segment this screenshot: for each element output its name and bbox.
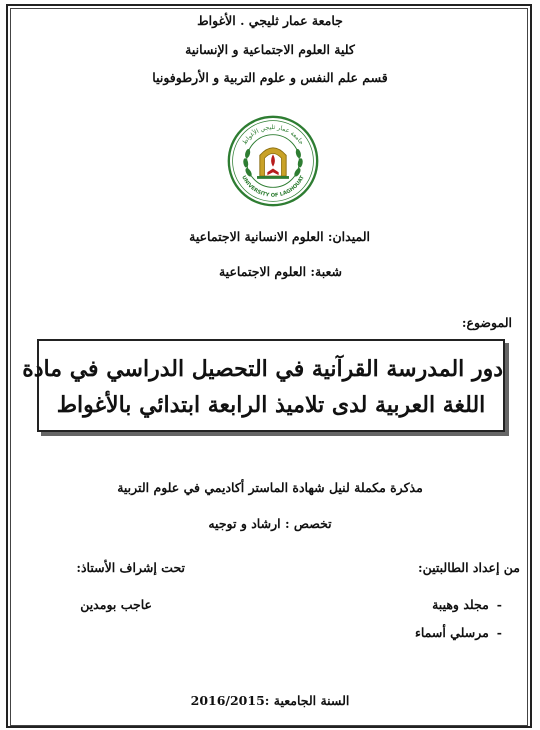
student-2-name: مرسلي أسماء xyxy=(414,625,489,640)
thesis-title-line-2: اللغة العربية لدى تلاميذ الرابعة ابتدائي بالأغواط xyxy=(56,392,486,418)
student-1-name: مجلد وهيبة xyxy=(432,597,489,612)
student-1 xyxy=(432,597,502,613)
department-name: قسم علم النفس و علوم التربية و الأرطوفونيا xyxy=(152,70,388,85)
supervisor-label: تحت إشراف الأستاذ: xyxy=(76,560,185,575)
logo-latin-text: UNIVERSITY OF LAGHOUAT xyxy=(240,174,306,199)
field-domain: الميدان: العلوم الانسانية الاجتماعية xyxy=(189,229,370,244)
field-branch: شعبة: العلوم الاجتماعية xyxy=(218,264,342,279)
student-1-dash: - xyxy=(496,597,502,612)
logo-arabic-text: جامعة عمار ثليجي الأغواط xyxy=(241,124,305,147)
prepared-by-label: من إعداد الطالبتين: xyxy=(417,560,520,575)
memo-description: مذكرة مكملة لنيل شهادة الماستر أكاديمي في علوم التربية xyxy=(117,480,423,495)
student-2-dash: - xyxy=(496,625,502,640)
student-2 xyxy=(415,625,502,641)
university-seal-icon xyxy=(226,114,320,208)
subject-label: الموضوع: xyxy=(461,315,512,330)
faculty-name: كلية العلوم الاجتماعية و الإنسانية xyxy=(185,42,355,57)
university-name: جامعة عمار ثليجي . الأغواط xyxy=(197,13,343,28)
thesis-title-box xyxy=(22,339,505,432)
specialty: تخصص : ارشاد و توجيه xyxy=(208,516,332,531)
academic-year: السنة الجامعية :2016/2015 xyxy=(190,693,350,708)
supervisor-name: عاجب بومدين xyxy=(80,597,152,612)
thesis-title-line-1: دور المدرسة القرآنية في التحصيل الدراسي في مادة xyxy=(22,356,503,382)
